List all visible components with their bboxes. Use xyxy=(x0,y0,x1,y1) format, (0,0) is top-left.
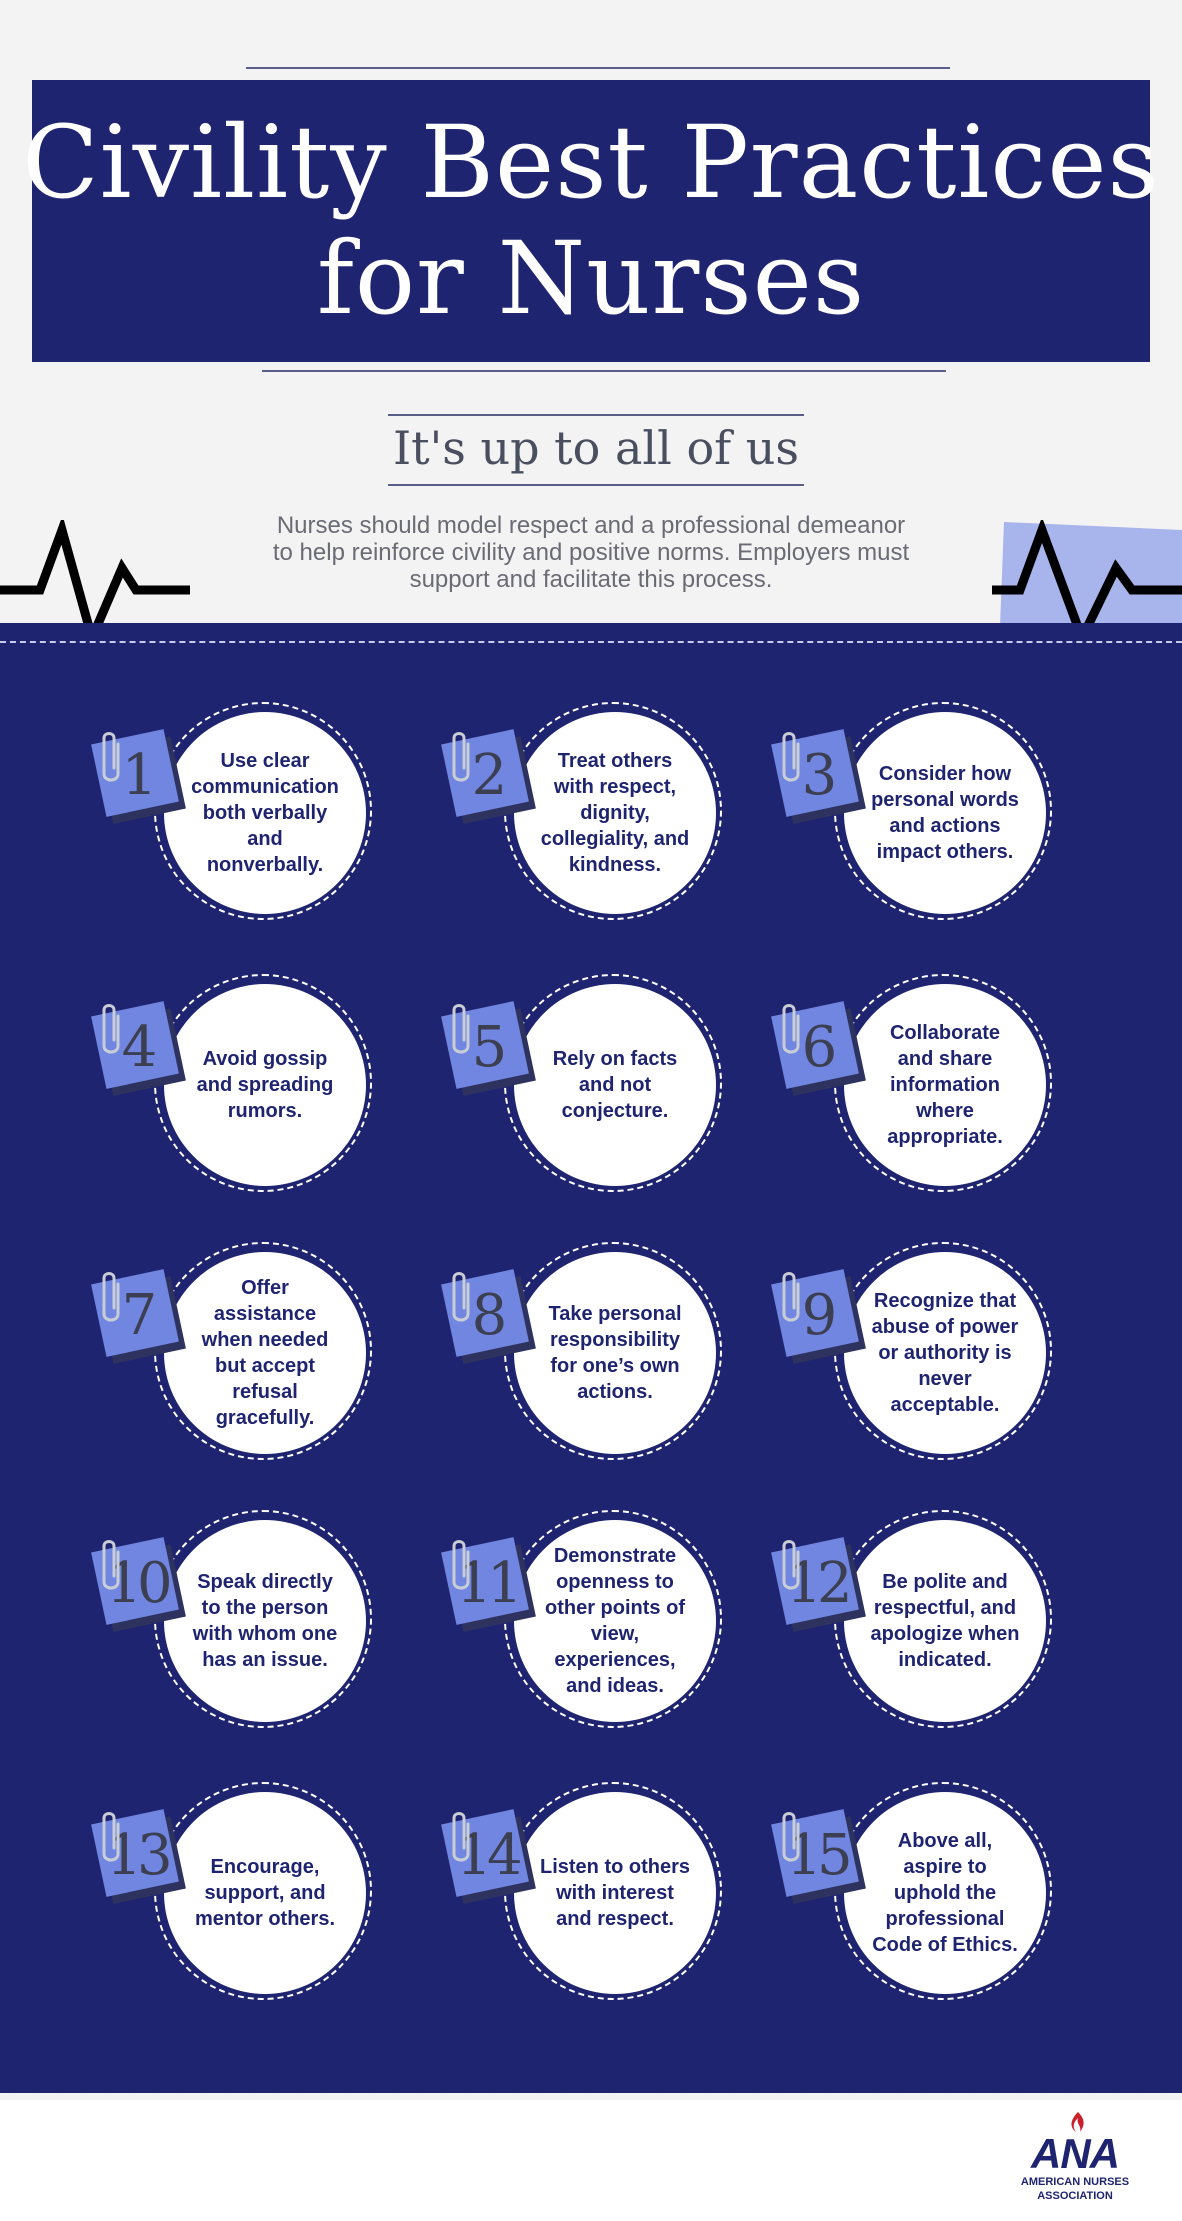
intro-line-2: to help reinforce civility and positive norms. Employers must xyxy=(272,539,910,566)
practice-number: 7 xyxy=(121,1282,153,1348)
practice-text: Recognize that abuse of power or authority is never acceptable. xyxy=(871,1290,1019,1416)
practice-number: 1 xyxy=(121,742,153,808)
number-note xyxy=(448,1276,526,1354)
paperclip-icon xyxy=(92,728,126,793)
subtitle-rule-bottom xyxy=(388,484,804,486)
practice-text: Consider how personal words and actions impact others. xyxy=(871,763,1019,863)
number-note xyxy=(98,1008,176,1086)
practice-text: Offer assistance when needed but accept refusal gracefully. xyxy=(201,1277,329,1429)
number-note xyxy=(778,736,856,814)
practice-number: 4 xyxy=(121,1014,153,1080)
practice-text: Collaborate and share information where appropriate. xyxy=(887,1022,1003,1148)
paperclip-icon xyxy=(772,1268,806,1333)
ana-logo-line2: ASSOCIATION xyxy=(1037,2190,1113,2202)
practice-number: 13 xyxy=(106,1822,168,1888)
paperclip-icon xyxy=(92,1536,126,1601)
practice-number: 12 xyxy=(786,1550,848,1616)
practice-number: 8 xyxy=(471,1282,503,1348)
number-note xyxy=(98,1816,176,1894)
practice-text: Speak directly to the person with whom one has an issue. xyxy=(192,1571,338,1671)
practice-text: Avoid gossip and spreading rumors. xyxy=(196,1048,334,1122)
practice-item xyxy=(801,1238,1060,1468)
number-note xyxy=(98,736,176,814)
ana-logo-line1: AMERICAN NURSES xyxy=(1020,2176,1130,2188)
practice-item xyxy=(471,698,730,928)
top-rule xyxy=(246,67,950,69)
practice-text: Be polite and respectful, and apologize when indicated. xyxy=(870,1571,1020,1671)
number-note xyxy=(778,1544,856,1622)
paperclip-icon xyxy=(92,1000,126,1065)
practice-number: 9 xyxy=(801,1282,833,1348)
paperclip-icon xyxy=(772,728,806,793)
number-note xyxy=(448,736,526,814)
zigzag-edge xyxy=(0,2075,1182,2101)
number-note xyxy=(778,1276,856,1354)
practice-text: Demonstrate openness to other points of view, experiences, and ideas. xyxy=(545,1545,685,1697)
practice-text: Take personal responsibility for one’s own actions. xyxy=(548,1303,682,1403)
practice-item xyxy=(121,698,380,928)
paperclip-icon xyxy=(442,728,476,793)
practice-number: 11 xyxy=(456,1550,518,1616)
number-note xyxy=(778,1008,856,1086)
practice-number: 14 xyxy=(456,1822,518,1888)
number-note xyxy=(98,1276,176,1354)
number-note xyxy=(98,1544,176,1622)
practice-text: Above all, aspire to uphold the professional Code of Ethics. xyxy=(872,1830,1018,1956)
practice-item xyxy=(786,1506,1060,1736)
paperclip-icon xyxy=(772,1536,806,1601)
subtitle: It's up to all of us xyxy=(392,421,800,475)
number-note xyxy=(778,1816,856,1894)
practice-number: 6 xyxy=(801,1014,833,1080)
number-note xyxy=(448,1544,526,1622)
intro-text xyxy=(180,512,1002,593)
paperclip-icon xyxy=(442,1000,476,1065)
ana-logo-word: ANA xyxy=(1031,2130,1119,2177)
number-note xyxy=(448,1816,526,1894)
number-note xyxy=(448,1008,526,1086)
practice-item xyxy=(471,970,730,1200)
practice-number: 15 xyxy=(786,1822,848,1888)
practice-item xyxy=(456,1506,730,1736)
practice-text: Rely on facts and not conjecture. xyxy=(552,1048,678,1122)
paperclip-icon xyxy=(442,1536,476,1601)
practice-text: Encourage, support, and mentor others. xyxy=(194,1856,336,1930)
practice-number: 5 xyxy=(471,1014,503,1080)
panel-dashed-divider xyxy=(0,641,1182,643)
practice-number: 2 xyxy=(471,742,503,808)
intro-line-1: Nurses should model respect and a professional demeanor xyxy=(276,512,906,539)
paperclip-icon xyxy=(442,1808,476,1873)
practice-text: Use clear communication both verbally and nonverbally. xyxy=(191,750,339,876)
practice-item xyxy=(106,1506,380,1736)
title-banner xyxy=(22,80,1160,362)
page-title-line1: Civility Best Practices xyxy=(22,104,1160,221)
paperclip-icon xyxy=(442,1268,476,1333)
practice-item xyxy=(786,1778,1060,2008)
paperclip-icon xyxy=(92,1268,126,1333)
practice-item xyxy=(801,698,1060,928)
practice-item xyxy=(121,970,380,1200)
practice-number: 10 xyxy=(106,1550,168,1616)
paperclip-icon xyxy=(772,1808,806,1873)
practice-text: Listen to others with interest and respect. xyxy=(540,1856,691,1930)
page-title-line2: for Nurses xyxy=(316,220,866,337)
practice-item xyxy=(121,1238,380,1468)
intro-line-3: support and facilitate this process. xyxy=(409,566,773,593)
practice-item xyxy=(106,1778,380,2008)
practice-item xyxy=(801,970,1060,1200)
practice-number: 3 xyxy=(801,742,833,808)
paperclip-icon xyxy=(772,1000,806,1065)
practice-item xyxy=(456,1778,730,2008)
practice-item xyxy=(471,1238,730,1468)
mid-rule xyxy=(262,370,946,372)
practice-text: Treat others with respect, dignity, collegiality, and kindness. xyxy=(540,750,690,876)
footer xyxy=(0,2100,1182,2221)
paperclip-icon xyxy=(92,1808,126,1873)
